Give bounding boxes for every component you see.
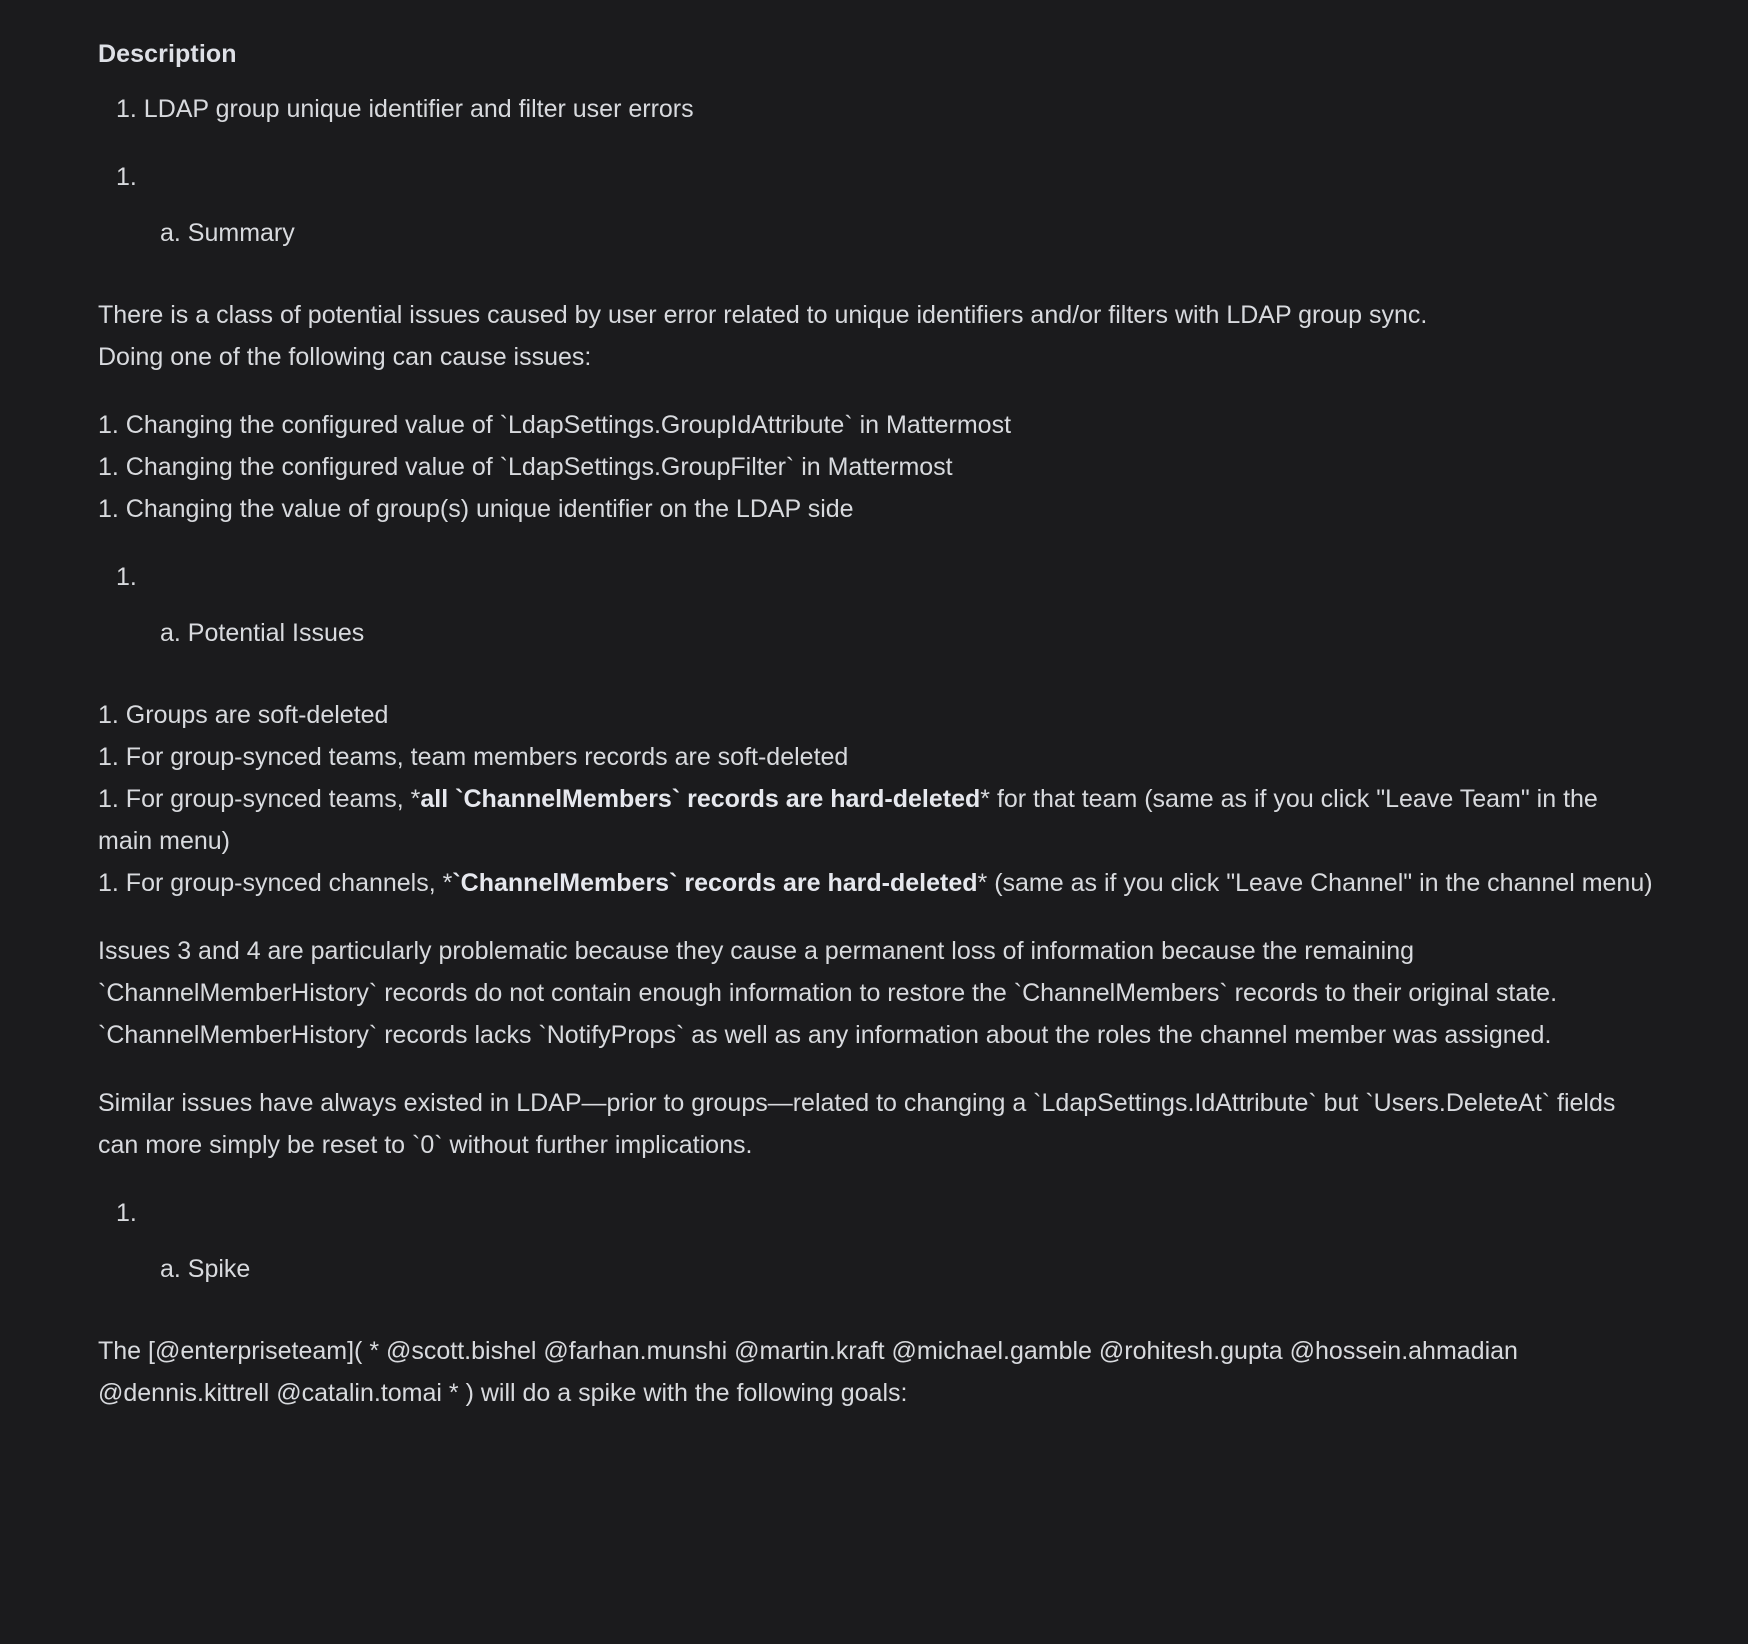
- list-item-potential-issues: a. Potential Issues: [160, 618, 365, 647]
- spacer: [98, 74, 1658, 88]
- issue-list-item-1: [98, 736, 1658, 778]
- similar-issues-paragraph: Similar issues have always existed in LDAP—prior to groups—related to changing a `LdapSettings.IdAttribute` but `Users.DeleteAt` fields can more simply be reset to `0` without further implications.: [98, 1088, 1616, 1159]
- issue-text-prefix: 1. Groups are soft-deleted: [98, 700, 389, 729]
- cause-list-item-0: 1. Changing the configured value of `LdapSettings.GroupIdAttribute` in Mattermost: [98, 410, 1012, 439]
- issue-text-bold: `ChannelMembers` records are hard-deleted: [452, 868, 978, 897]
- spacer: [98, 1056, 1658, 1082]
- issue-list-item-2: [98, 778, 1658, 862]
- spacer: [98, 1290, 1658, 1330]
- issue-text-prefix: 1. For group-synced teams, *: [98, 784, 421, 813]
- spike-paragraph: The [@enterpriseteam]( * @scott.bishel @farhan.munshi @martin.kraft @michael.gamble @rohitesh.gupta @hossein.ahmadian @dennis.kittrell @catalin.tomai * ) will do a spike with the following goals:: [98, 1336, 1518, 1407]
- list-item-marker-1: 1.: [116, 162, 137, 191]
- spacer: [98, 530, 1658, 556]
- issue-list-item-3: [98, 862, 1658, 904]
- spacer: [98, 1234, 1658, 1248]
- spacer: [98, 130, 1658, 156]
- spacer: [98, 904, 1658, 930]
- spacer: [98, 254, 1658, 294]
- list-item-marker-3: 1.: [116, 1198, 137, 1227]
- list-item-marker-2: 1.: [116, 562, 137, 591]
- issue-list-item-0: [98, 694, 1658, 736]
- spacer: [98, 598, 1658, 612]
- problem-paragraph: Issues 3 and 4 are particularly problematic because they cause a permanent loss of information because the remaining `ChannelMemberHistory` records do not contain enough information to restore the `ChannelMembers` records to their original state. `ChannelMemberHistory` records lacks `NotifyProps` as well as any information about the roles the channel member was assigned.: [98, 936, 1558, 1049]
- issue-text-suffix: * (same as if you click "Leave Channel" in the channel menu): [977, 868, 1653, 897]
- issue-text-bold: all `ChannelMembers` records are hard-deleted: [420, 784, 981, 813]
- issue-text-prefix: 1. For group-synced teams, team members records are soft-deleted: [98, 742, 849, 771]
- issue-text-suffix: * for that team (same as if you click "Leave Team" in the main menu): [98, 784, 1598, 855]
- summary-paragraph-line-1: There is a class of potential issues caused by user error related to unique identifiers and/or filters with LDAP group sync.: [98, 300, 1428, 329]
- summary-paragraph-line-2: Doing one of the following can cause issues:: [98, 342, 592, 371]
- list-item-summary: a. Summary: [160, 218, 295, 247]
- spacer: [98, 378, 1658, 404]
- list-item-ldap-errors: 1. LDAP group unique identifier and filter user errors: [116, 94, 694, 123]
- spacer: [98, 654, 1658, 694]
- spacer: [98, 198, 1658, 212]
- page-title: Description: [98, 40, 237, 68]
- spacer: [98, 1166, 1658, 1192]
- cause-list-item-1: 1. Changing the configured value of `LdapSettings.GroupFilter` in Mattermost: [98, 452, 953, 481]
- list-item-spike: a. Spike: [160, 1254, 251, 1283]
- cause-list-item-2: 1. Changing the value of group(s) unique identifier on the LDAP side: [98, 494, 854, 523]
- issue-text-prefix: 1. For group-synced channels, *: [98, 868, 453, 897]
